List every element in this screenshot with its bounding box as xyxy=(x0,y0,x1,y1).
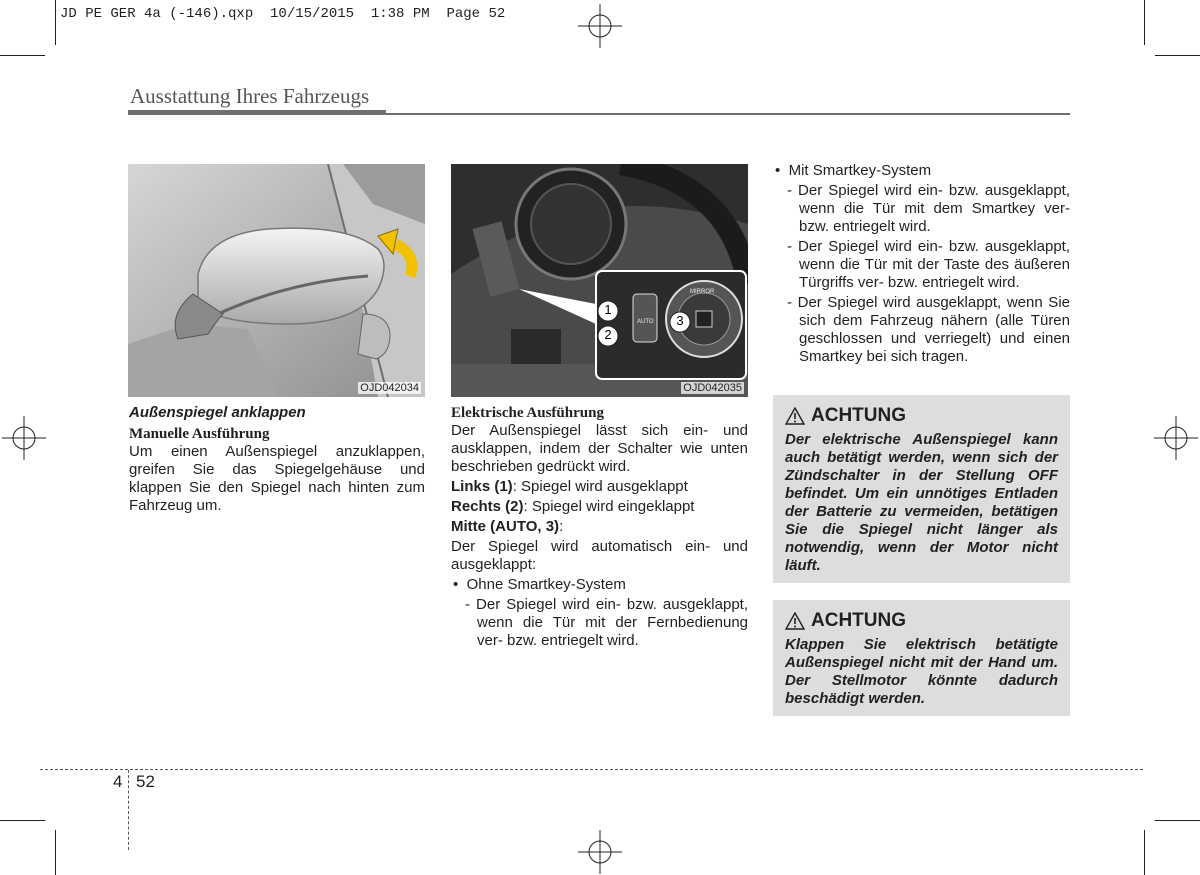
left-text: : Spiegel wird ausgeklappt xyxy=(512,478,688,495)
column-2 xyxy=(451,404,748,650)
crop-mark xyxy=(1155,820,1200,821)
warning-triangle-icon xyxy=(785,407,805,425)
warning-triangle-icon xyxy=(785,612,805,630)
dash-text: Der Spiegel wird ein- bzw. ausgeklappt, wenn die Tür mit der Fernbedienung ver- bzw. entriegelt wird. xyxy=(476,596,748,649)
registration-mark-bottom xyxy=(578,830,622,874)
crop-mark xyxy=(0,820,45,821)
warning-title: ACHTUNG xyxy=(811,405,906,426)
dashboard-illustration xyxy=(451,164,748,397)
crop-mark xyxy=(1144,0,1145,45)
dash-text: Der Spiegel wird ausgeklappt, wenn Sie sich dem Fahrzeug nähern (alle Türen geschlossen und verriegelt) und einen Smartkey bei sich tragen. xyxy=(797,294,1070,365)
warning-box-battery xyxy=(773,395,1070,583)
left-label: Links (1) xyxy=(451,478,513,495)
title-underline-rule xyxy=(386,113,1070,115)
bullet-smartkey: • Mit Smartkey-System xyxy=(775,162,932,179)
dash-smartkey: - Der Spiegel wird ein- bzw. ausgeklappt, wenn die Tür mit dem Smartkey ver- bzw. entriegelt wird. xyxy=(787,182,1070,235)
figure-mirror-switch xyxy=(451,164,748,397)
subheading-electric: Elektrische Ausführung xyxy=(451,405,604,421)
dash-remote: - Der Spiegel wird ein- bzw. ausgeklappt, wenn die Tür mit der Fernbedienung ver- bzw. entriegelt wird. xyxy=(465,596,748,649)
chapter-number: 4 xyxy=(113,772,123,791)
registration-mark-left xyxy=(2,416,46,460)
page-number: 52 xyxy=(136,772,155,791)
mid-text: : xyxy=(559,518,564,535)
section-title: Ausstattung Ihres Fahrzeugs xyxy=(130,84,370,108)
warning-header xyxy=(785,405,1058,427)
dash-text: Der Spiegel wird ein- bzw. ausgeklappt, wenn die Tür mit dem Smartkey ver- bzw. entriegelt wird. xyxy=(798,182,1070,235)
crop-mark xyxy=(1144,830,1145,875)
mid-label: Mitte (AUTO, 3) xyxy=(451,518,560,535)
right-text: : Spiegel wird eingeklappt xyxy=(523,498,695,515)
mirror-illustration xyxy=(128,164,425,397)
right-label: Rechts (2) xyxy=(451,498,524,515)
manual-body: Um einen Außenspiegel anzuklappen, greifen Sie das Spiegelgehäuse und klappen Sie den Spiegel nach hinten zum Fahrzeug um. xyxy=(129,443,425,514)
callout-2: 2 xyxy=(604,327,612,342)
figure-mirror-fold xyxy=(128,164,425,397)
mid-position xyxy=(451,518,748,536)
dash-door-handle: - Der Spiegel wird ein- bzw. ausgeklappt, wenn die Tür mit der Taste des äußeren Türgriffs ver- bzw. entriegelt wird. xyxy=(787,238,1070,291)
bullet-no-smartkey: • Ohne Smartkey-System xyxy=(453,576,626,593)
electric-intro: Der Außenspiegel lässt sich ein- und ausklappen, indem der Schalter wie unten beschrieben gedrückt wird. xyxy=(451,422,748,475)
dash-text: Der Spiegel wird ein- bzw. ausgeklappt, wenn die Tür mit der Taste des äußeren Türgriffs ver- bzw. entriegelt wird. xyxy=(798,238,1070,291)
registration-mark-top xyxy=(578,4,622,48)
crop-mark xyxy=(0,55,45,56)
subheading-manual: Manuelle Ausführung xyxy=(129,426,270,442)
switch-mirror-label: MIRROR xyxy=(690,289,715,295)
warning-box-manual-fold xyxy=(773,600,1070,716)
print-slug: JD PE GER 4a (-146).qxp 10/15/2015 1:38 PM Page 52 xyxy=(60,6,506,22)
column-1 xyxy=(129,404,425,515)
callout-1: 1 xyxy=(604,302,612,317)
crop-mark xyxy=(55,830,56,875)
mid-desc: Der Spiegel wird automatisch ein- und ausgeklappt: xyxy=(451,538,748,573)
figure-code: OJD042035 xyxy=(683,382,742,394)
left-position xyxy=(451,478,748,496)
crop-mark xyxy=(1155,55,1200,56)
warning-text: Der elektrische Außenspiegel kann auch betätigt werden, wenn sich der Zündschalter in der Stellung OFF befindet. Um ein unnötiges Entladen der Batterie zu vermeiden, betätigen Sie die Spiegel nicht länger als notwendig, wenn der Motor nicht läuft. xyxy=(785,431,1058,574)
footer-rule xyxy=(40,769,1143,770)
dash-approach: - Der Spiegel wird ausgeklappt, wenn Sie sich dem Fahrzeug nähern (alle Türen geschlossen und verriegelt) und einen Smartkey bei sich tragen. xyxy=(787,294,1070,365)
switch-auto-label: AUTO xyxy=(637,319,654,325)
bullet-text: Mit Smartkey-System xyxy=(788,162,932,179)
column-3 xyxy=(773,162,1070,366)
callout-3: 3 xyxy=(676,313,684,328)
figure-code: OJD042034 xyxy=(360,382,419,394)
right-position xyxy=(451,498,748,516)
warning-header xyxy=(785,610,1058,632)
registration-mark-right xyxy=(1154,416,1198,460)
heading-fold-mirror: Außenspiegel anklappen xyxy=(129,404,306,421)
crop-mark xyxy=(55,0,56,45)
warning-title: ACHTUNG xyxy=(811,610,906,631)
bullet-text: Ohne Smartkey-System xyxy=(466,576,626,593)
footer-divider xyxy=(128,770,129,850)
warning-text: Klappen Sie elektrisch betätigte Außenspiegel nicht mit der Hand um. Der Stellmotor könnte dadurch beschädigt werden. xyxy=(785,636,1058,707)
title-underline-bar xyxy=(128,110,386,115)
